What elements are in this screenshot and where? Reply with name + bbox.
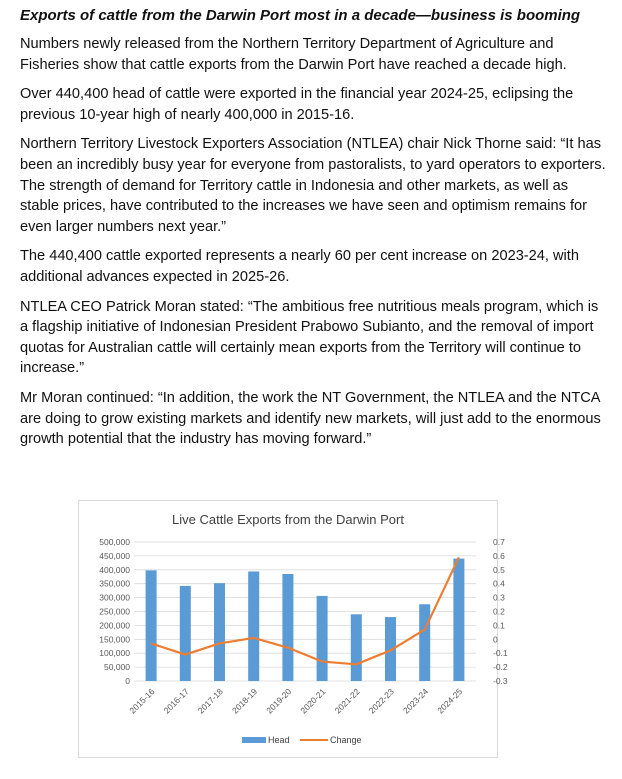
right-axis-tick-label: 0.4 bbox=[493, 578, 505, 589]
left-axis-tick-label: 500,000 bbox=[99, 537, 130, 547]
cattle-exports-chart bbox=[78, 500, 508, 758]
x-axis-tick-label: 2023-24 bbox=[400, 686, 431, 716]
right-axis-tick-label: 0.5 bbox=[493, 564, 505, 575]
x-axis-tick-label: 2018-19 bbox=[229, 686, 260, 716]
article-paragraph: Over 440,400 head of cattle were exported in the financial year 2024-25, eclipsing the previous 10-year high of nearly 400,000 in 2015-16. bbox=[20, 86, 574, 123]
chart-title: Live Cattle Exports from the Darwin Port bbox=[172, 512, 404, 527]
right-axis-tick-label: 0.2 bbox=[493, 606, 505, 617]
article bbox=[20, 6, 606, 459]
x-axis-tick-label: 2022-23 bbox=[366, 686, 396, 716]
left-axis-tick-label: 450,000 bbox=[99, 550, 130, 561]
bar-2020-21 bbox=[317, 596, 328, 681]
bar-2021-22 bbox=[351, 614, 362, 681]
x-axis-tick-label: 2024-25 bbox=[435, 686, 465, 716]
bar-2015-16 bbox=[146, 570, 157, 681]
right-axis-ticks bbox=[493, 537, 508, 686]
x-axis-tick-label: 2016-17 bbox=[161, 686, 191, 716]
left-axis-tick-label: 250,000 bbox=[99, 606, 130, 617]
left-axis-tick-label: 0 bbox=[125, 676, 130, 686]
right-axis-tick-label: 0.3 bbox=[493, 592, 505, 603]
x-axis-tick-label: 2017-18 bbox=[195, 686, 225, 716]
left-axis-tick-label: 350,000 bbox=[99, 578, 130, 589]
bar-2023-24 bbox=[419, 604, 430, 681]
x-axis-tick-label: 2021-22 bbox=[332, 686, 362, 716]
x-axis-tick-label: 2020-21 bbox=[298, 686, 328, 716]
right-axis-tick-label: 0 bbox=[493, 634, 498, 645]
right-axis-tick-label: 0.1 bbox=[493, 620, 505, 631]
left-axis-tick-label: 100,000 bbox=[99, 648, 130, 659]
bar-2019-20 bbox=[282, 574, 293, 681]
article-headline: Exports of cattle from the Darwin Port most in a decade—business is booming bbox=[20, 7, 581, 24]
right-axis-tick-label: -0.1 bbox=[493, 648, 508, 659]
chart-canvas bbox=[78, 500, 508, 758]
right-axis-tick-label: -0.3 bbox=[493, 676, 508, 686]
left-axis-tick-label: 200,000 bbox=[99, 620, 130, 631]
article-paragraph: Numbers newly released from the Northern Territory Department of Agriculture and Fisheries show that cattle exports from the Darwin Port have reached a decade high. bbox=[20, 36, 567, 73]
right-axis-tick-label: -0.2 bbox=[493, 662, 508, 673]
x-axis-tick-label: 2019-20 bbox=[264, 686, 294, 716]
article-paragraph: NTLEA CEO Patrick Moran stated: “The ambitious free nutritious meals program, which is a flagship initiative of Indonesian President Prabowo Subianto, and the removal of import quotas for Australian cattle will certainly mean exports from the Territory will continue to increase.” bbox=[20, 298, 599, 377]
bar-2018-19 bbox=[248, 571, 259, 681]
left-axis-tick-label: 150,000 bbox=[99, 634, 130, 645]
bar-2017-18 bbox=[214, 583, 225, 681]
x-axis-tick-label: 2015-16 bbox=[127, 686, 157, 716]
article-paragraph: The 440,400 cattle exported represents a nearly 60 per cent increase on 2023-24, with additional advances expected in 2025-26. bbox=[20, 248, 579, 285]
left-axis-tick-label: 400,000 bbox=[99, 564, 130, 575]
bar-2024-25 bbox=[453, 559, 464, 681]
left-axis-ticks bbox=[99, 537, 130, 686]
bar-2016-17 bbox=[180, 586, 191, 681]
legend-swatch-head bbox=[242, 737, 266, 743]
article-paragraph: Northern Territory Livestock Exporters Association (NTLEA) chair Nick Thorne said: “It has been an incredibly busy year for everyone from pastoralists, to yard operators to exporters. The strength of demand for Territory cattle in Indonesia and other markets, as well as stable prices, have contributed to the increases we have seen and optimism remains for even larger numbers next year.” bbox=[20, 136, 606, 235]
left-axis-tick-label: 50,000 bbox=[104, 662, 130, 673]
right-axis-tick-label: 0.6 bbox=[493, 550, 505, 561]
left-axis-tick-label: 300,000 bbox=[99, 592, 130, 603]
legend-label-change: Change bbox=[330, 735, 362, 745]
right-axis-tick-label: 0.7 bbox=[493, 537, 505, 547]
legend-label-head: Head bbox=[268, 735, 290, 745]
article-paragraph: Mr Moran continued: “In addition, the work the NT Government, the NTLEA and the NTCA are doing to grow existing markets and identify new markets, will just add to the enormous growth potential that the industry has moving forward.” bbox=[20, 389, 601, 448]
